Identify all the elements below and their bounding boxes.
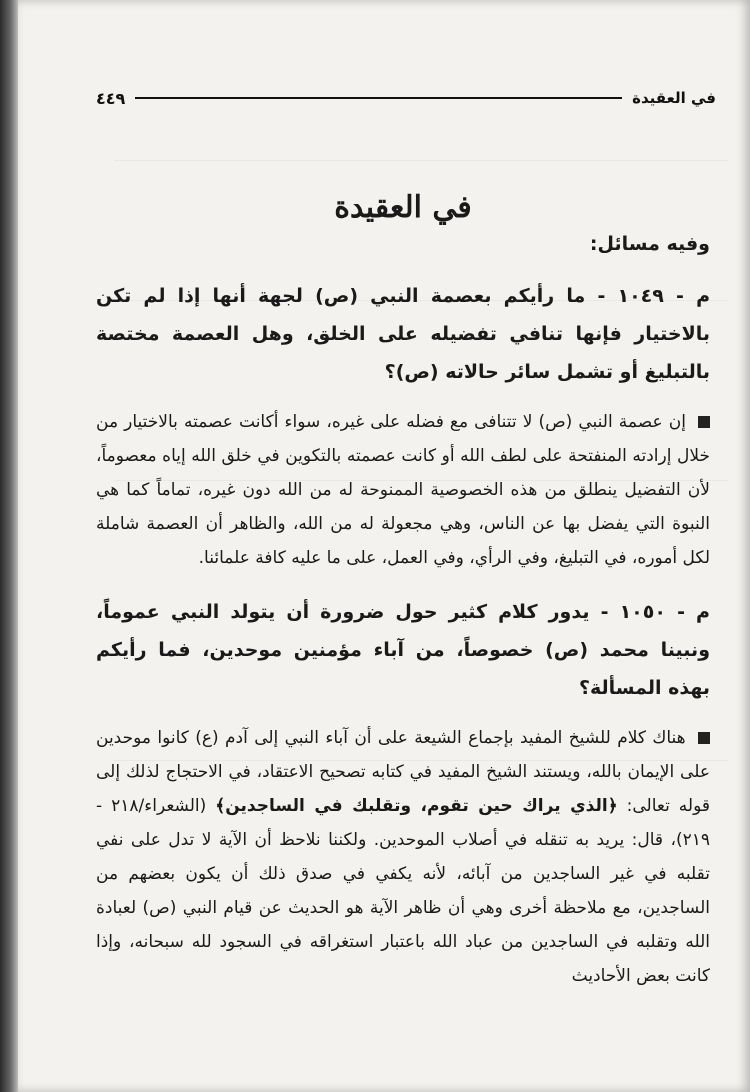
question-number: م - ١٠٥٠ - [600,601,710,623]
question-text: يدور كلام كثير حول ضرورة أن يتولد النبي عموماً، ونبينا محمد (ص) خصوصاً، من آباء مؤمنين موحدين، فما رأيكم بهذه المسألة؟ [96,601,710,699]
answer-text-part1: هناك كلام للشيخ المفيد بإجماع الشيعة على أن آباء النبي إلى آدم (ع) كانوا موحدين على الإيمان بالله، ويستند الشيخ المفيد في كتابه تصحيح الاعتقاد، في الاحتجاج لذلك إلى قوله تعالى: [96,728,711,816]
section-intro: وفيه مسائل: [589,233,710,255]
answer-text: إن عصمة النبي (ص) لا تتنافى مع فضله على غيره، سواء أكانت عصمته بالاختيار من خلال إرادته المنفتحة على لطف الله أو كانت عصمته بالتكوين في خلق الله إياه معصوماً، لأن التفضيل ينطلق من هذه الخصوصية الممنوحة له من الله دون غيره، تماماً كما هي النبوة التي يفضل بها عن الناس، وهي مجعولة له من الله، والظاهر أن العصمة شاملة لكل أموره، في التبليغ، وفي الرأي، وفي العمل، على ما عليه كافة علمائنا. [96,412,710,568]
header-rule [135,97,622,99]
running-title: في العقيدة [632,89,716,107]
answer-bullet-icon [698,732,710,744]
answer-1050 [96,721,710,993]
answer-1049 [96,405,710,575]
question-1049 [96,277,710,391]
section-title: في العقيدة [334,190,472,225]
quran-quote: ﴿الذي يراك حين تقوم، وتقلبك في الساجدين﴾ [215,796,618,816]
book-spine-shadow [0,0,18,1092]
page-number: ٤٤٩ [96,88,126,108]
bleed-through [114,160,728,161]
answer-text-part2: (الشعراء/٢١٨ - ٢١٩)، قال: يريد به تنقله في أصلاب الموحدين. ولكننا نلاحظ أن الآية لا تدل على نفي تقلبه في غير الساجدين من آبائه، لأنه يكفي في صدق ذلك أن يكون بعضهم من الساجدين، مع ملاحظة أخرى وهي أن ظاهر الآية هو الحديث عن قيام النبي (ص) لعبادة الله وتقلبه في الساجدين من عباد الله باعتبار استغراقه في السجود لله سبحانه، وإذا كانت بعض الأحاديث [96,796,710,986]
question-text: ما رأيكم بعصمة النبي (ص) لجهة أنها إذا لم تكن بالاختيار فإنها تنافي تفضيله على الخلق، وهل العصمة مختصة بالتبليغ أو تشمل سائر حالاته (ص)؟ [96,285,710,383]
running-header [96,86,716,110]
page-body [96,190,710,1011]
answer-bullet-icon [698,416,710,428]
question-number: م - ١٠٤٩ - [597,285,710,307]
question-1050 [96,593,710,707]
